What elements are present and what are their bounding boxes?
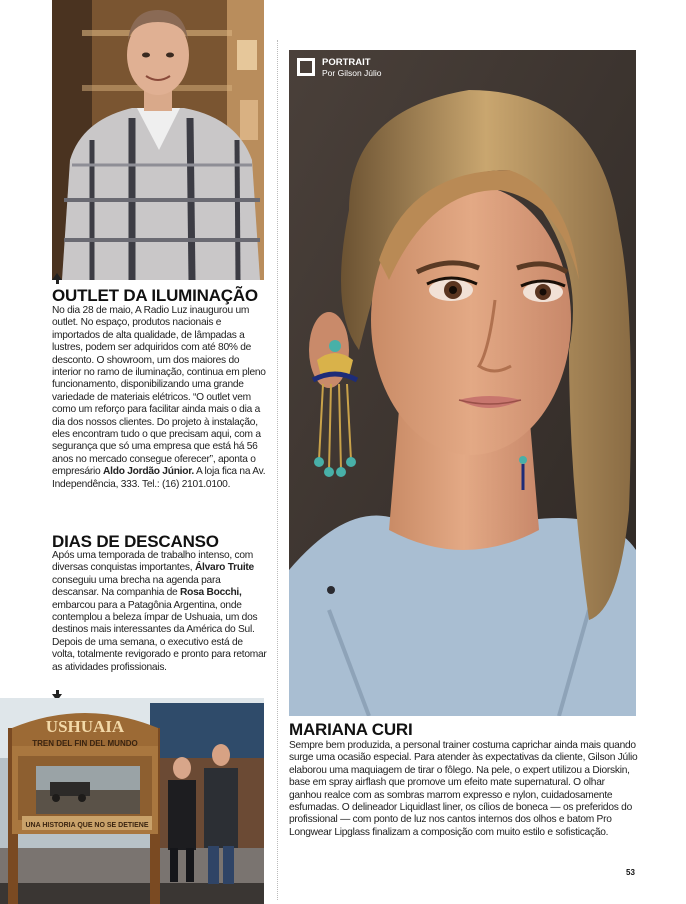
ushuaia-sign-subtitle: TREN DEL FIN DEL MUNDO: [32, 739, 138, 748]
descanso-person-name: Rosa Bocchi,: [180, 587, 242, 599]
outlet-headline: OUTLET DA ILUMINAÇÃO: [52, 286, 258, 305]
outlet-body-text: [52, 305, 270, 491]
outlet-text-part: A loja fica na Av. Independência, 333. Tel.: (16) 2101.0100.: [52, 466, 266, 490]
descanso-text-part: conseguiu uma brecha na agenda para descansar. Na companhia de: [52, 574, 221, 599]
outlet-person-name: Aldo Jordão Júnior.: [103, 466, 194, 478]
portrait-photo: [289, 50, 636, 716]
ushuaia-sign-title: USHUAIA: [45, 717, 125, 736]
portrait-credit: [297, 57, 382, 78]
descanso-headline: DIAS DE DESCANSO: [52, 532, 219, 551]
mariana-body-text: Sempre bem produzida, a personal trainer costuma caprichar ainda mais quando surge uma ocasião especial. Para atender às expectativas da cliente, Gilson Júlio elaborou uma maquiagem de tirar o fôlego. Na pele, o expert utilizou a Diorskin, base em spray airflash que promove um efeito mate supernatural. O olhar ganhou realce com as sombras marrom expresso e nylon, cuidadosamente esfumadas. O delineador Liquidlast liner, os cílios de boneca — os preferidos do profissional — com ponto de luz nos cantos internos dos olhos e batom Pro Longwear Lipglass finalizam a composição com muito estilo e sofisticação.: [289, 740, 638, 838]
arrow-up-icon: [52, 273, 62, 280]
mariana-headline: MARIANA CURI: [289, 720, 413, 739]
page-number: 53: [626, 868, 635, 877]
outlet-text-part: No dia 28 de maio, A Radio Luz inaugurou um outlet. No espaço, produtos nacionais e importados de alta qualidade, de lâmpadas a lustres, podem ser adquiridos com até 80% de desconto. O showroom, um dos maiores do interior no ramo de iluminação, continua em pleno funcionamento, disponibilizando uma grande variedade de materiais elétricos. “O outlet vem como um reforço para facilitar ainda mais o dia a dia dos nossos clientes. Do projeto à instalação, eles encontram tudo o que precisam aqui, com a segurança que só uma empresa que está há 56 anos no mercado consegue oferecer”, aponta o empresário: [52, 305, 266, 478]
portrait-label: PORTRAIT: [322, 57, 371, 68]
descanso-text-part: embarcou para a Patagônia Argentina, onde contemplou a beleza ímpar de Ushuaia, um dos destinos mais interessantes da América do Sul. Depois de uma semana, o executivo está de volta, totalmente revigorado e pronto para retomar as atividades profissionais.: [52, 599, 267, 673]
descanso-body-text: [52, 550, 268, 674]
column-divider: [277, 40, 278, 900]
descanso-person-name: Álvaro Truite: [194, 562, 254, 574]
outlet-photo: [52, 0, 264, 280]
portrait-square-icon: [297, 58, 315, 76]
ushuaia-sign-motto: UNA HISTORIA QUE NO SE DETIENE: [25, 822, 149, 829]
portrait-photographer: Por Gilson Júlio: [322, 68, 382, 78]
descanso-text-part: Após uma temporada de trabalho intenso, com diversas conquistas importantes,: [52, 550, 254, 574]
ushuaia-photo: [0, 698, 264, 904]
